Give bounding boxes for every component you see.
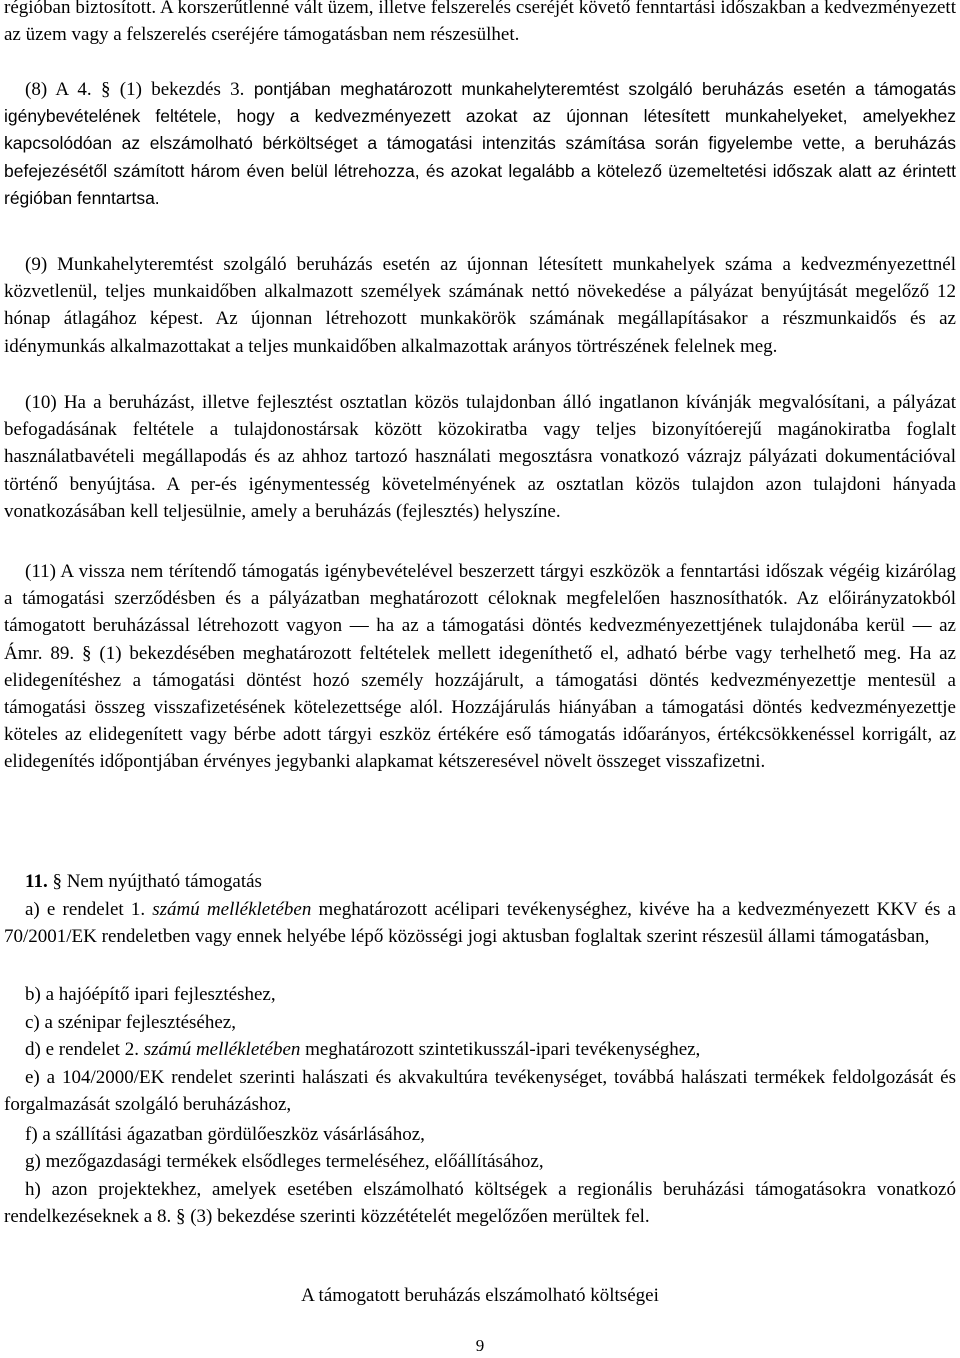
paragraph-8 (4, 76, 956, 212)
list-item-h: h) azon projektekhez, amelyek esetében elszámolható költségek a regionális beruházási támogatásokra vonatkozó rendelkezéseknek a 8. § (3) bekezdése szerinti közzétételét megelőzően merültek fel. (4, 1179, 956, 1228)
list-item-g: g) mezőgazdasági termékek elsődleges termeléséhez, előállításához, (25, 1151, 544, 1172)
paragraph-9 (4, 251, 956, 360)
list-item-d (25, 1036, 700, 1063)
cost-heading: A támogatott beruházás elszámolható költségei (301, 1285, 659, 1306)
list-item-d-text: meghatározott szintetikusszál-ipari tevékenységhez, (300, 1039, 701, 1060)
paragraph-intro-text: régióban biztosított. A korszerűtlenné vált üzem, illetve felszerelés cseréjét követő fenntartási időszakban a kedvezményezett az üzem vagy a felszerelés cseréjére támogatásban nem részesülhet. (4, 0, 956, 46)
paragraph-9-text: (9) Munkahelyteremtést szolgáló beruházás esetén az újonnan létesített munkahelyek száma a kedvezményezettnél közvetlenül, teljes munkaidőben alkalmazott személyek számának nettó növekedése a pályázat benyújtását megelőző 12 hónap átlagához képest. Az újonnan létrehozott munkakörök számának megállapításakor a részmunkaidős és az idénymunkás alkalmazottakat a teljes munkaidőben alkalmazottak arányos törtrészének felelnek meg. (4, 254, 956, 357)
list-item-a-italic: számú mellékletében (152, 899, 312, 920)
section-heading (25, 868, 262, 895)
paragraph-intro (4, 0, 956, 48)
list-item-a (4, 896, 956, 950)
paragraph-11-text: (11) A vissza nem térítendő támogatás igénybevételével beszerzett tárgyi eszközök a fenntartási időszak végéig kizárólag a támogatási szerződésben és a pályázatban meghatározott céloknak megfelelően hasznosíthatók. Az előirányzatokból támogatott beruházással létrehozott vagyon ― ha az a támogatási döntés kedvezményezettjének tulajdonába kerül ― az Ámr. 89. § (1) bekezdésében meghatározott feltételek mellett idegeníthető el, adható bérbe vagy terhelhető meg. Ha az elidegenítéshez a támogatási döntést hozó személy hozzájárult, a támogatási döntés kedvezményezettje mentesül a támogatási összeg visszafizetésének kötelezettsége alól. Hozzájárulás hiányában a támogatási döntés kedvezményezettje köteles az elidegenített vagy bérbe adott tárgyi eszköz értékére eső támogatás időarányos, értékcsökkenéssel korrigált, az elidegenítés időpontjában érvényes jegybanki alapkamat kétszeresével növelt összeget visszafizetni. (4, 561, 956, 773)
paragraph-11 (4, 558, 956, 776)
page-number: 9 (475, 1336, 485, 1355)
paragraph-10-text: (10) Ha a beruházást, illetve fejlesztést osztatlan közös tulajdonban álló ingatlanon kívánják megvalósítani, a pályázat befogadásának feltétele a tulajdonostársak között közokiratba vagy teljes bizonyítóerejű magánokiratba foglalt használatbavételi megállapodás és az ahhoz tartozó használati megosztásra vonatkozó vázrajz pályázati dokumentációval történő benyújtása. A per-és igénymentesség követelményének az osztatlan közös tulajdon azon tulajdoni hányada vonatkozásában kell teljesülnie, amely a beruházás (fejlesztés) helyszíne. (4, 392, 956, 522)
list-item-d-italic: számú mellékletében (143, 1039, 301, 1060)
list-item-a-text: meghatározott acélipari tevékenységhez, kivéve ha a kedvezményezett KKV és a 70/2001/EK rendeletben vagy ennek helyébe lépő közösségi jogi aktusban foglaltak szerint részesül állami támogatásban, (4, 899, 956, 948)
list-item-c: c) a szénipar fejlesztéséhez, (25, 1012, 236, 1033)
paragraph-8-text: pontjában meghatározott munkahelyteremtést szolgáló beruházás esetén a támogatás igénybevételének feltétele, hogy a kedvezményezett azokat az újonnan létesített munkahelyeket, amelyekhez kapcsolódóan az elszámolható bérköltséget a támogatási intenzitás számítása során figyelembe vette, a beruházás befejezésétől számított három éven belül létrehozza, és azokat legalább a kötelező üzemeltetési időszak alatt az érintett régióban fenntartsa. (4, 79, 956, 208)
list-item-e: e) a 104/2000/EK rendelet szerinti halászati és akvakultúra tevékenységet, továbbá halászati termékek feldolgozását és forgalmazását szolgáló beruházáshoz, (4, 1067, 956, 1116)
paragraph-10 (4, 389, 956, 525)
paragraph-8-ref: (8) A 4. § (1) bekezdés 3. (25, 79, 245, 100)
list-item-a-prefix: a) e rendelet 1. (25, 899, 153, 920)
list-item-d-prefix: d) e rendelet 2. (25, 1039, 144, 1060)
list-item-f: f) a szállítási ágazatban gördülőeszköz vásárlásához, (25, 1124, 425, 1145)
section-title: § Nem nyújtható támogatás (52, 871, 262, 892)
list-item-b: b) a hajóépítő ipari fejlesztéshez, (25, 984, 276, 1005)
section-number: 11. (25, 871, 48, 892)
